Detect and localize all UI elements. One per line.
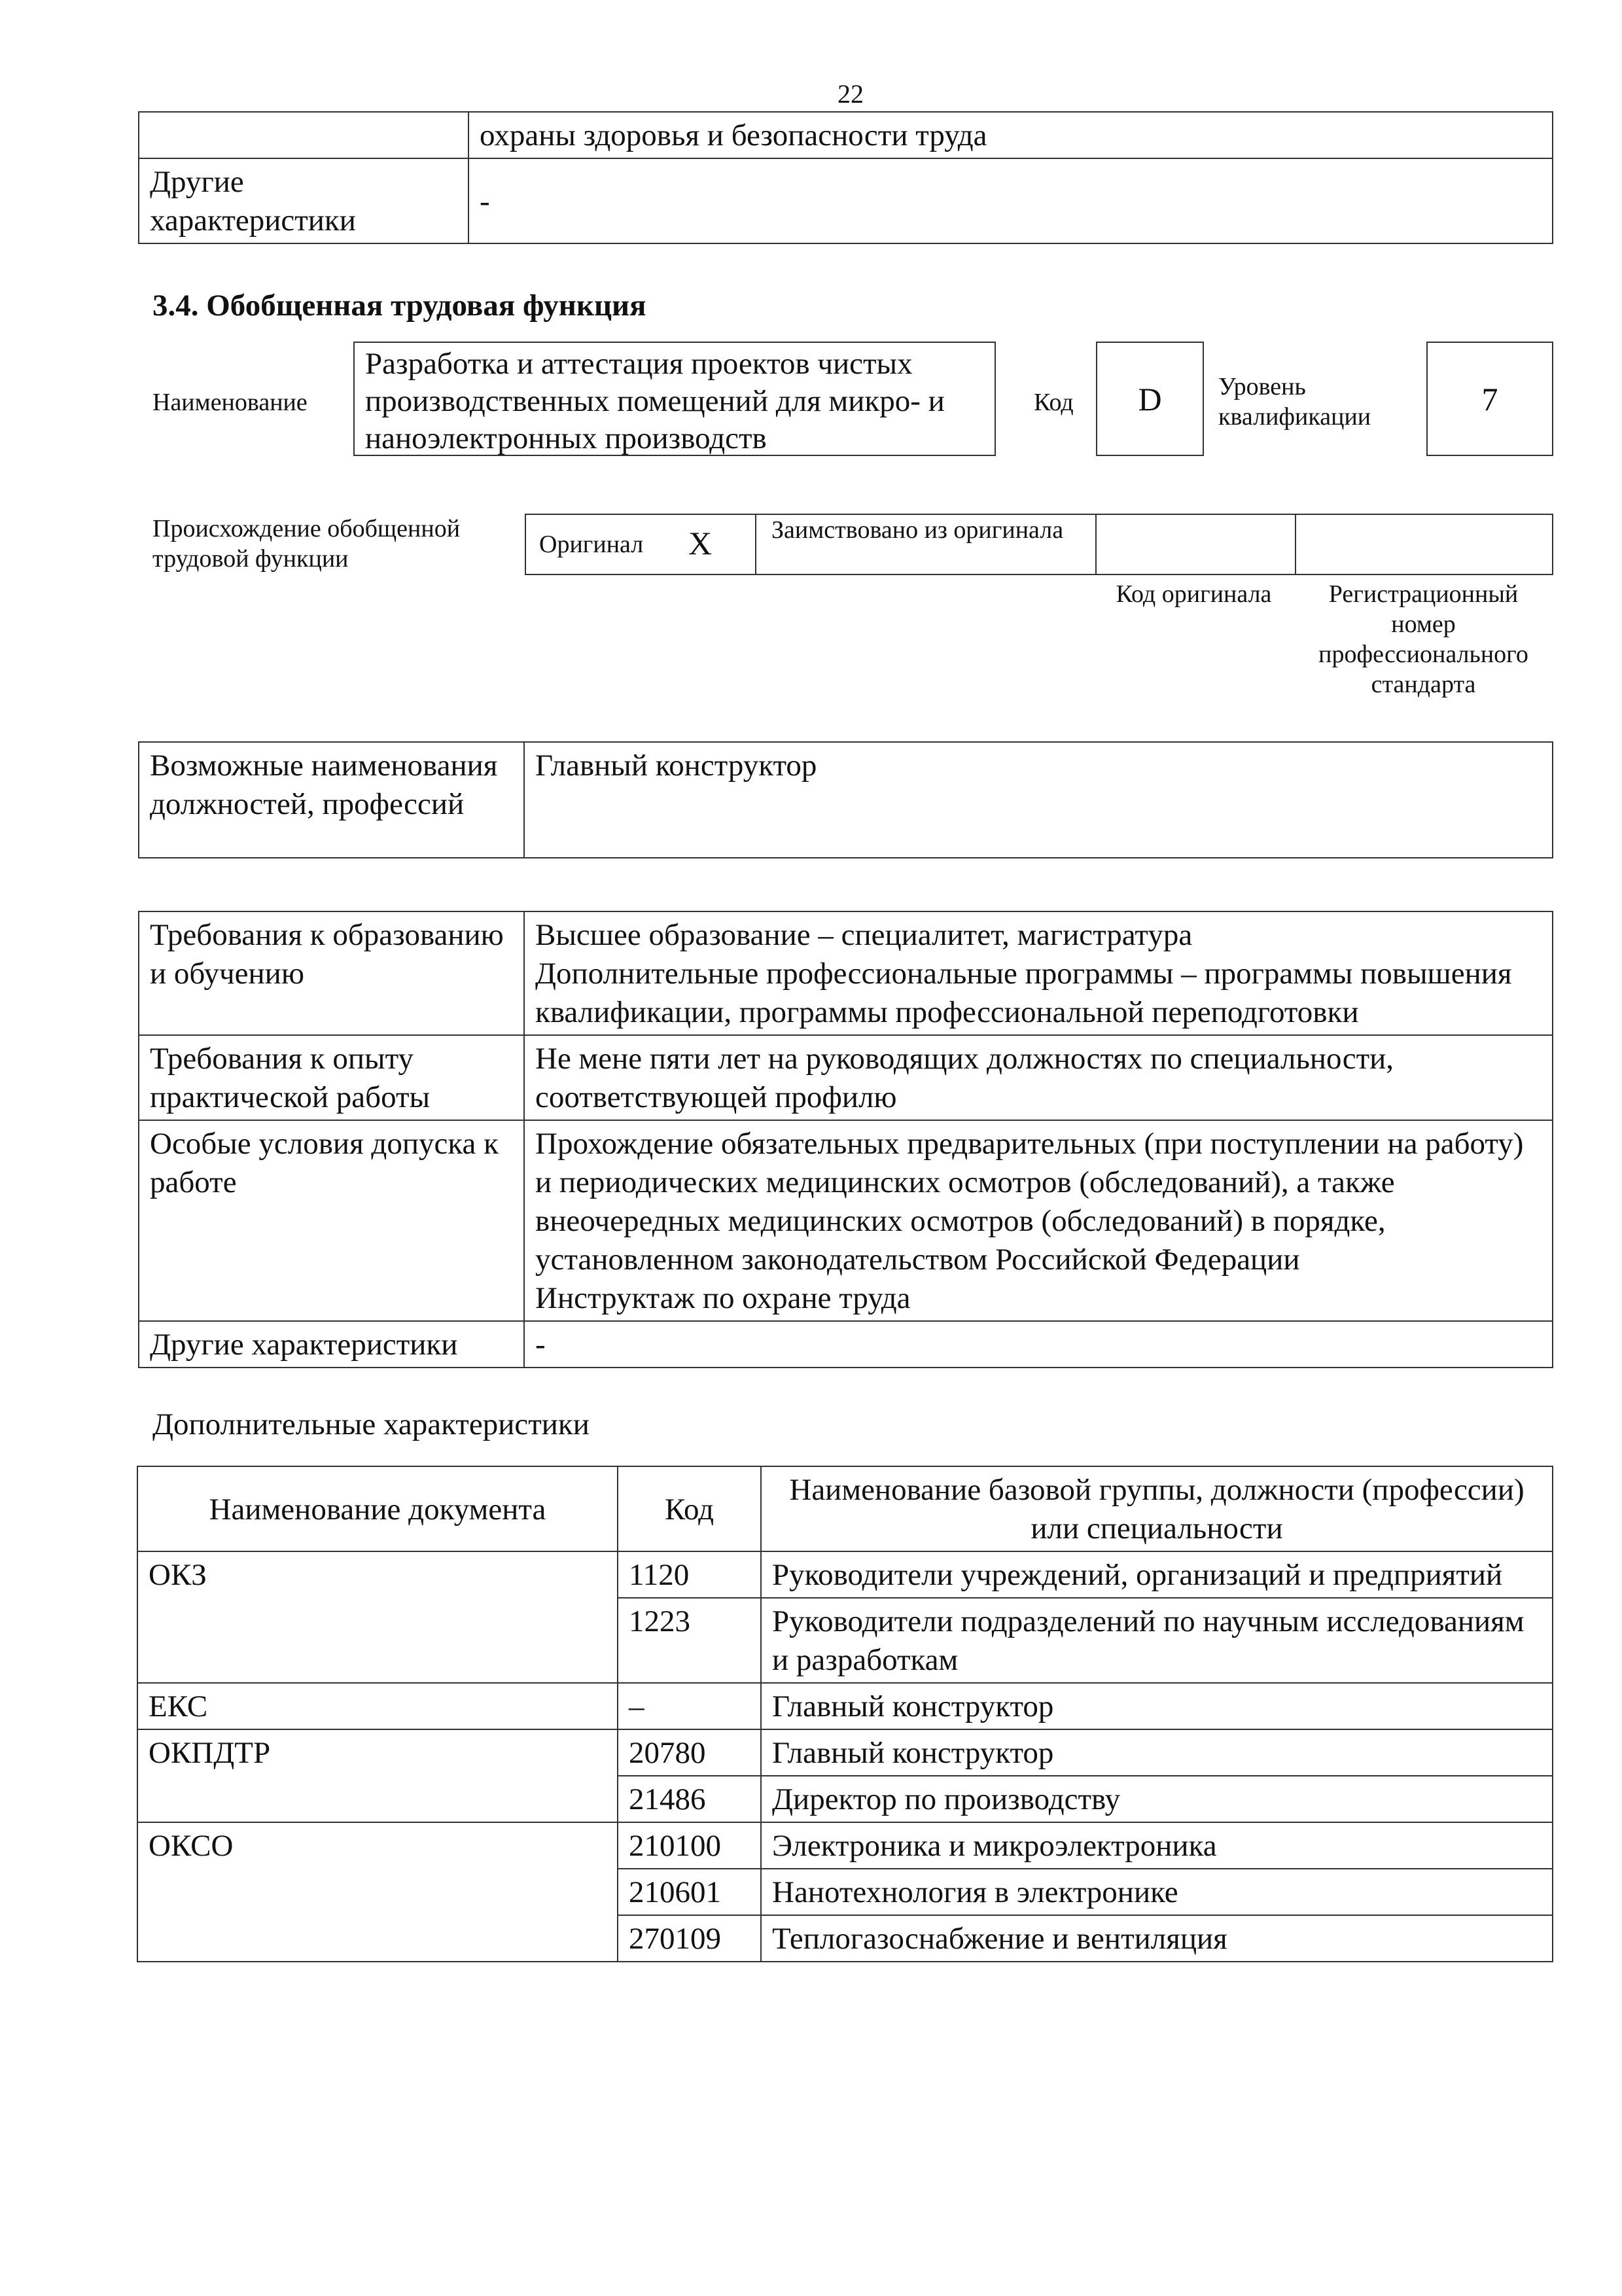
table-row xyxy=(137,1551,1553,1598)
level-label: Уровень квалификации xyxy=(1218,373,1371,431)
divider xyxy=(1295,515,1296,574)
code-box: D xyxy=(1096,342,1204,456)
name-cell: Нанотехнология в электронике xyxy=(761,1869,1553,1915)
origin-table xyxy=(525,514,1553,575)
table-row xyxy=(139,158,1553,243)
section-title: 3.4. Обобщенная трудовая функция xyxy=(152,289,646,323)
name-cell: Директор по производству xyxy=(761,1776,1553,1822)
code-cell: 1120 xyxy=(618,1551,761,1598)
code-cell: 20780 xyxy=(618,1729,761,1776)
table-row xyxy=(137,1729,1553,1776)
doc-cell: ЕКС xyxy=(137,1683,618,1729)
divider xyxy=(1095,515,1097,574)
table-cell: Главный конструктор xyxy=(524,742,1553,858)
table-row xyxy=(139,742,1553,858)
origin-label: Происхождение обобщенной трудовой функции xyxy=(152,515,461,573)
level-box: 7 xyxy=(1426,342,1553,456)
table-cell: Возможные наименования должностей, профессий xyxy=(139,742,524,858)
requirement-label: Требования к образованию и обучению xyxy=(139,911,524,1035)
table-row xyxy=(137,1683,1553,1729)
column-header: Код xyxy=(618,1466,761,1551)
table-row xyxy=(137,1822,1553,1869)
table-cell: охраны здоровья и безопасности труда xyxy=(468,112,1553,158)
code-label: Код xyxy=(1034,389,1074,416)
borrowed-label: Заимствовано из оригинала xyxy=(771,516,1064,544)
top-table xyxy=(138,111,1553,244)
name-cell: Главный конструктор xyxy=(761,1729,1553,1776)
table-cell: Другие характеристики xyxy=(139,158,468,243)
requirements-table xyxy=(138,911,1553,1368)
table-row xyxy=(139,112,1553,158)
code-cell: 210601 xyxy=(618,1869,761,1915)
requirement-value xyxy=(524,1035,1553,1120)
original-mark: X xyxy=(688,525,713,561)
requirement-line: Дополнительные профессиональные программы – программы повышения квалификации, программы профессиональной переподготовки xyxy=(535,957,1512,1029)
positions-table xyxy=(138,741,1553,858)
table-row xyxy=(139,1321,1553,1368)
code-cell: – xyxy=(618,1683,761,1729)
name-cell: Главный конструктор xyxy=(761,1683,1553,1729)
requirement-label: Особые условия допуска к работе xyxy=(139,1120,524,1321)
doc-cell: ОКСО xyxy=(137,1822,618,1962)
table-header-row xyxy=(137,1466,1553,1551)
code-cell: 1223 xyxy=(618,1598,761,1683)
column-header: Наименование базовой группы, должности (профессии) или специальности xyxy=(761,1466,1553,1551)
name-cell: Электроника и микроэлектроника xyxy=(761,1822,1553,1869)
requirement-value xyxy=(524,911,1553,1035)
name-cell: Руководители учреждений, организаций и предприятий xyxy=(761,1551,1553,1598)
requirement-value xyxy=(524,1321,1553,1368)
name-cell: Теплогазоснабжение и вентиляция xyxy=(761,1915,1553,1962)
page-number: 22 xyxy=(837,79,864,109)
doc-cell: ОКЗ xyxy=(137,1551,618,1683)
name-label: Наименование xyxy=(152,389,308,416)
additional-table xyxy=(137,1466,1553,1962)
code-cell: 270109 xyxy=(618,1915,761,1962)
table-row xyxy=(139,1035,1553,1120)
name-cell: Руководители подразделений по научным исследованиям и разработкам xyxy=(761,1598,1553,1683)
additional-title: Дополнительные характеристики xyxy=(152,1407,590,1441)
column-header: Наименование документа xyxy=(137,1466,618,1551)
requirement-label: Требования к опыту практической работы xyxy=(139,1035,524,1120)
original-label: Оригинал xyxy=(539,531,644,558)
requirement-value xyxy=(524,1120,1553,1321)
doc-cell: ОКПДТР xyxy=(137,1729,618,1822)
requirement-line: Инструктаж по охране труда xyxy=(535,1281,911,1315)
reg-caption: Регистрационный номер профессионального стандарта xyxy=(1318,580,1528,698)
code-cell: 210100 xyxy=(618,1822,761,1869)
requirement-label: Другие характеристики xyxy=(139,1321,524,1368)
divider xyxy=(755,515,756,574)
table-cell xyxy=(139,112,468,158)
requirement-line: Высшее образование – специалитет, магистратура xyxy=(535,918,1193,952)
code-caption: Код оригинала xyxy=(1116,580,1272,608)
function-name-box: Разработка и аттестация проектов чистых производственных помещений для микро- и наноэлектронных производств xyxy=(353,342,996,456)
table-cell: - xyxy=(468,158,1553,243)
code-cell: 21486 xyxy=(618,1776,761,1822)
requirement-line: - xyxy=(535,1328,546,1362)
requirement-line: Прохождение обязательных предварительных (при поступлении на работу) и периодических медицинских осмотров (обследований), а также внеочередных медицинских осмотров (обследований) в порядке, установленном законодательством Российской Федерации xyxy=(535,1127,1524,1277)
table-row xyxy=(139,911,1553,1035)
requirement-line: Не мене пяти лет на руководящих должностях по специальности, соответствующей профилю xyxy=(535,1042,1394,1114)
table-row xyxy=(139,1120,1553,1321)
